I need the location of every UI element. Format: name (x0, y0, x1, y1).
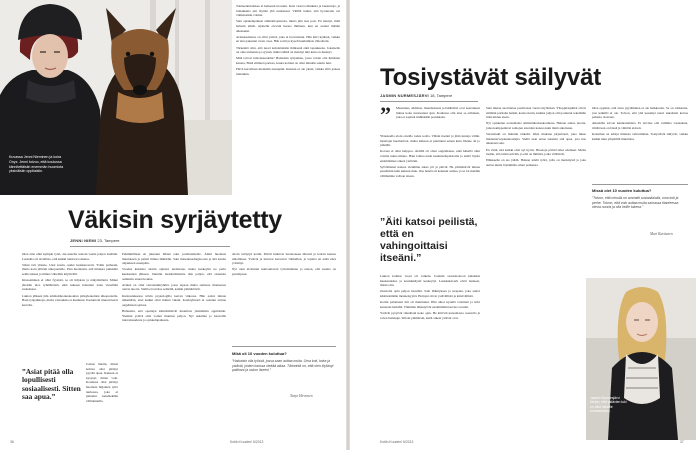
byline-left (70, 238, 120, 243)
paragraph: Kotona ei ollut helppoa. Äidillä oli omat ongelmansa, eikä hänellä ollut voimia tukea minua. Hain lohtua netin keskustelupalstoilta ja sieltä löysin ensimmäiset oikeat ystäväni. (380, 149, 480, 163)
paragraph: Olen oppinut, että avun pyytäminen ei ole heikkoutta. Se on rohkeutta, jota kaikilla ei ole. Toivon, että yhä useampi nuori uskaltaisi kertoa pahasta olostaan. (592, 106, 688, 120)
paragraph: En väitä, että kaikki olisi nyt hyvin. Huonoja päiviä tulee edelleen. Mutta tiedän, että niistä selviää, ja että on ihmisiä, jotka välittävät. (486, 147, 586, 157)
paragraph: Aloin vetäytyä kotiin. Päivät kuluivat tietokoneen ääressä ja koiran kanssa ulkoillessa. Ystävät ja tuttavat katosivat vähitellen, ja lopulta en enää edes yrittänyt. (232, 252, 336, 266)
box-text-right: ”Toivon, että minulla on ammatti sosiaalialalla, oma koti ja perhe. Toivon, että voin auttaa muita samassa tilanteessa olevia nuoria ja olla heille tukena.” (592, 196, 679, 210)
portrait-photo (586, 278, 696, 440)
byline-meta: 18, Tampere (430, 93, 453, 98)
intro-paragraph: Masennus, ahdistus, itsetuhoisuus ja lukihäiriö ovat seuranneet minua koko nuoruuteni ajan. Koulussa olin aina se erilainen, joka ei sopinut mihinkään porukkaan. (396, 106, 480, 120)
article-column-3 (236, 4, 340, 78)
byline-name: JASMIN NURMESJÄRVI (380, 93, 429, 98)
pull-quote-right: ”Äiti katsoi peilistä, että en vahingoittaisi itseäni.” (380, 216, 478, 264)
paragraph: Sylväläisten kanssa vietimme aikaa yöt ja päivät. He ymmärsivät minua paremmin kuin kukaan muu. Osa heistä oli kokenut samaa, ja se loi meidän välillemme vahvan siteen. (380, 164, 480, 178)
paragraph: Pahimmillaan en jaksanut lähteä edes postilaatikolle. Äitini huomasi muutoksen ja patisti minua lääkäriin. Sain masennusdiagnoosin ja sitä kautta ohjauksen eteenpäin. (122, 252, 226, 266)
paragraph: Osastolla opin paljon itsestäni. Sain lääkityksen ja terapian, joka auttoi käsittelemään menneisyyttä. Hoitajat olivat ystävällisiä ja kärsivällisiä. (380, 289, 480, 298)
byline-name: JENNI NIEMI (70, 238, 97, 243)
paragraph: Nyt olen aloittanut kuntouttavan työtoiminnan ja uskon, että suunta on parempaan. (232, 267, 336, 276)
byline-right (380, 93, 452, 98)
paragraph: Sain opiskelupaikan ammattiopistosta, mutta jäin taas pois. En tiennyt, mitä halusin tehdä. Ajattelin olevani huono ihminen, kun en saanut mitään aikaiseksi. (236, 19, 340, 33)
paragraph: Nyt opiskelen sosiaalialaa ammattikorkeakoulussa. Haluan auttaa nuoria, jotka kamppailevat samojen asioiden kanssa kuin minä aikoinaan. (486, 121, 586, 130)
drop-quote-left (22, 368, 84, 402)
drop-quote-text: ”Asiat pitää olla lopullisesti sosiaalisesti. Sitten saa apua.” (22, 367, 81, 402)
paragraph: Tärkeintä olisi, että nuori kohdattaisiin ihmisenä eikä tapauksena. Jokaisella on oma tarinansa ja syynsä, miksi elämä on mennyt niin kuin on mennyt. (236, 45, 340, 55)
paragraph: Kiusaaminen ei ollut fyysistä, se oli hiljaista ja näkymätöntä. Minut jätettiin ulos ryhmätöistä, eikä kukaan halunnut istua vierelläni ruokalassa. (22, 278, 118, 292)
paragraph: Haluaisin, että opettajat kiinnittäisivät huomiota yksinäisiin oppilaisiin. Yksikin ystävä olisi voinut muuttaa paljon. Nyt uskallan jo haaveilla tulevaisuudesta ja opiskelupaikasta. (122, 308, 226, 323)
paragraph: Avainasemassa on ollut ystävä, joka ei luovuttanut. Hän kävi kylässä, vaikka en aina jaksanut avata ovea. Hän soitti ja kyseli kuulumisia viikoittain. (236, 34, 340, 44)
center-gutter (346, 0, 350, 450)
footer-publication-left: Kotiin Kuuden! 6/2013 (230, 440, 264, 444)
paragraph: Vuoden kuluttua aloitin opinnot uudestaan, mutta keskeytin ne parin kuukauden jälkeen. Jännitin luokkatilanteita niin paljon, että oksensin aamuisin ennen koulua. (122, 267, 226, 281)
page-number-left: 36 (10, 440, 14, 444)
page-number-right: 37 (680, 440, 684, 444)
paragraph: Yläasteella aloin oireilla toden teolla. Viilsin itseäni ja jätin tunteja väliin. Opettajat huomasivat, mutta kukaan ei puuttunut ennen kuin tilanne oli jo pitkällä. (380, 134, 480, 148)
paragraph: Eläkkeelle en aio jäädä. Haluan tehdä työtä, jolla on merkitystä ja joka auttaa muita löytämään oman polkunsa. (486, 158, 586, 167)
column-1-tail (86, 362, 118, 405)
byline-meta: 23, Tampere (97, 238, 120, 243)
box-signature-right: Mari Karttunen (650, 232, 673, 236)
photo-caption: Kuvassa Jenni Nieminen ja koira Onyx. Jenni toivoo, että koulussa kiinnitettäisiin enemmän huomiota yksinäisiin oppilaisiin. (9, 155, 64, 174)
article-title-right: Tosiystävät säilyvät (380, 64, 602, 91)
paragraph: Sain lukion suoritettua puolitoista vuotta myöhässä. Ylioppilasjuhlat olivat elämäni parhaita hetkiä, koska tiesin, kuinka paljon olin joutunut tekemään töitä niiden eteen. (486, 106, 586, 120)
paragraph: Kuntoutuksessa kävin psykologilla kerran viikossa. Hän auttoi minua näkemään, ettei kaikki ollut minun vikani. Kouluyhteisö ei osannut tarttua ongelmaan ajoissa. (122, 293, 226, 307)
portrait-caption: Jasmin Nurmesjärvi kertoo, että ystävien tuki on ollut hänelle korvaamaton. (590, 396, 627, 414)
box-text-left: ”Haluaisin olla työssä, jossa saan auttaa muita. Oma koti, koira ja ystäviä, joiden kanssa viettää aikaa. Tärkeintä on, että olen löytänyt paikkani ja uskon itseeni.” (232, 359, 334, 373)
box-rule-right (592, 184, 688, 185)
portrait-illustration (586, 278, 696, 440)
paragraph: Lukion jälkeen jäin ammattikorkeakoulun pääsykokeiden ulkopuolelle. Hain työpaikkoja, mutta vastauksia ei kuulunut. Itsetuntoni mureni kerta kerralta. (22, 293, 118, 307)
box-rule (232, 346, 336, 347)
paragraph: Joskus mietin, missä kohtaa olisi pitänyt pyytää apua. Kukaan ei kysynyt, miten voin. Koulussa olisi pitänyt huomata hiljainen tyttö nurkassa, joka ei puhunut kenellekään välitunneilla. (86, 362, 118, 403)
paragraph: Vertaistuki on minulle tärkeää. Olen mukana järjestössä, joka tukee mielenterveyskuntoutujia. Siellä saan antaa takaisin sitä apua, jota itse aikanaan sain. (486, 132, 586, 146)
paragraph: Kotiin palattuani äiti oli muuttunut. Hän alkoi kysellä vointiani ja kävi kanssani lenkillä. Välimme lähentyivät ensimmäistä kertaa vuosiin. (380, 300, 480, 309)
paragraph: Sitten tuli yläaste. Uusi koulu, uudet luokkatoverit. Yritin parhaani, mutta koin jääväni ulkopuolelle. Pian huomasin, että minusta puhuttiin selän takana ja minua vältettiin käytävillä. (22, 262, 118, 276)
paragraph: Avuksi on ollut vertaistukiryhmä, jossa tapaan muita samassa tilanteessa olevia nuoria. Siellä ei tarvitse selitellä, kaikki ymmärtävät. (122, 282, 226, 292)
box-signature-left: Tanja Hirvonen (290, 394, 313, 398)
intro-paragraph: Olen aina ollut kympin tyttö, ala-asteella saatoin vaatia paljon itseltäni. Luokalla oli tavallista, että kaikki tunsivat toisensa. (22, 252, 118, 261)
article-title-left: Väkisin syrjäytetty (68, 206, 282, 234)
byline-rule (70, 246, 230, 247)
byline-rule-right (380, 101, 478, 102)
paragraph: Päivä kerrallaan mennään eteenpäin. Kukaan ei ole yksin, vaikka siltä joskus tuntuukin. (236, 67, 340, 76)
paragraph: Ystävät pysyivät rinnallani koko ajan. He kävivät katsomassa osastolla ja toivat herkkuja. Silloin ymmärsin, keitä oikeat ystävät ovat. (380, 310, 480, 320)
right-column-1 (380, 134, 480, 180)
right-column-2 (486, 106, 586, 169)
right-intro (396, 106, 480, 121)
right-column-3 (592, 106, 688, 143)
paragraph: Aikuisilta toivon kuuntelemista. Ei tarvitse olla valmiita vastauksia, riittää kun on läsnä ja välittää aidosti. (592, 121, 688, 130)
article-column-3-lower (232, 252, 336, 278)
paragraph: Lukion kolmas vuosi oli vaikein. Jouduin osastohoitoon kahdeksi kuukaudeksi, ja koulunkäynti keskeytyi. Luokkakaverit eivät tienneet, missä olin. (380, 274, 480, 288)
paragraph: Toimeentulotukea ei hetkessä irronnut. Kela vaati todistuksia ja lausuntoja, ja lomakkeita piti täyttää yhä uudestaan. Välillä tuntui, että byrokratia vei viimeisetkin voimat. (236, 4, 340, 18)
article-column-1 (22, 252, 118, 309)
box-heading-left: Mikä oli 10 vuoden kuluttua? (232, 351, 287, 356)
quote-mark-glyph: ” (380, 102, 391, 127)
right-column-1-lower (380, 274, 480, 322)
article-column-2 (122, 252, 226, 324)
box-heading-right: Missä olet 10 vuoden kuluttua? (592, 188, 652, 193)
paragraph: Mitä toivon tulevaisuudelta? Haluaisin työpaikan, jossa voisin olla ihmisten kanssa. Ehkä eläinten parissa, koska koirani on ollut minulle suurin tuki. (236, 56, 340, 65)
paragraph: Kokemus on tehnyt minusta vahvemman. Tosiystävät säilyvät, vaikka kaikki muu ympärillä muuttuisi. (592, 132, 688, 141)
footer-publication-right: Kotiin Kuuden! 6/2013 (380, 440, 414, 444)
hero-photo-woman-and-dog (0, 0, 232, 195)
